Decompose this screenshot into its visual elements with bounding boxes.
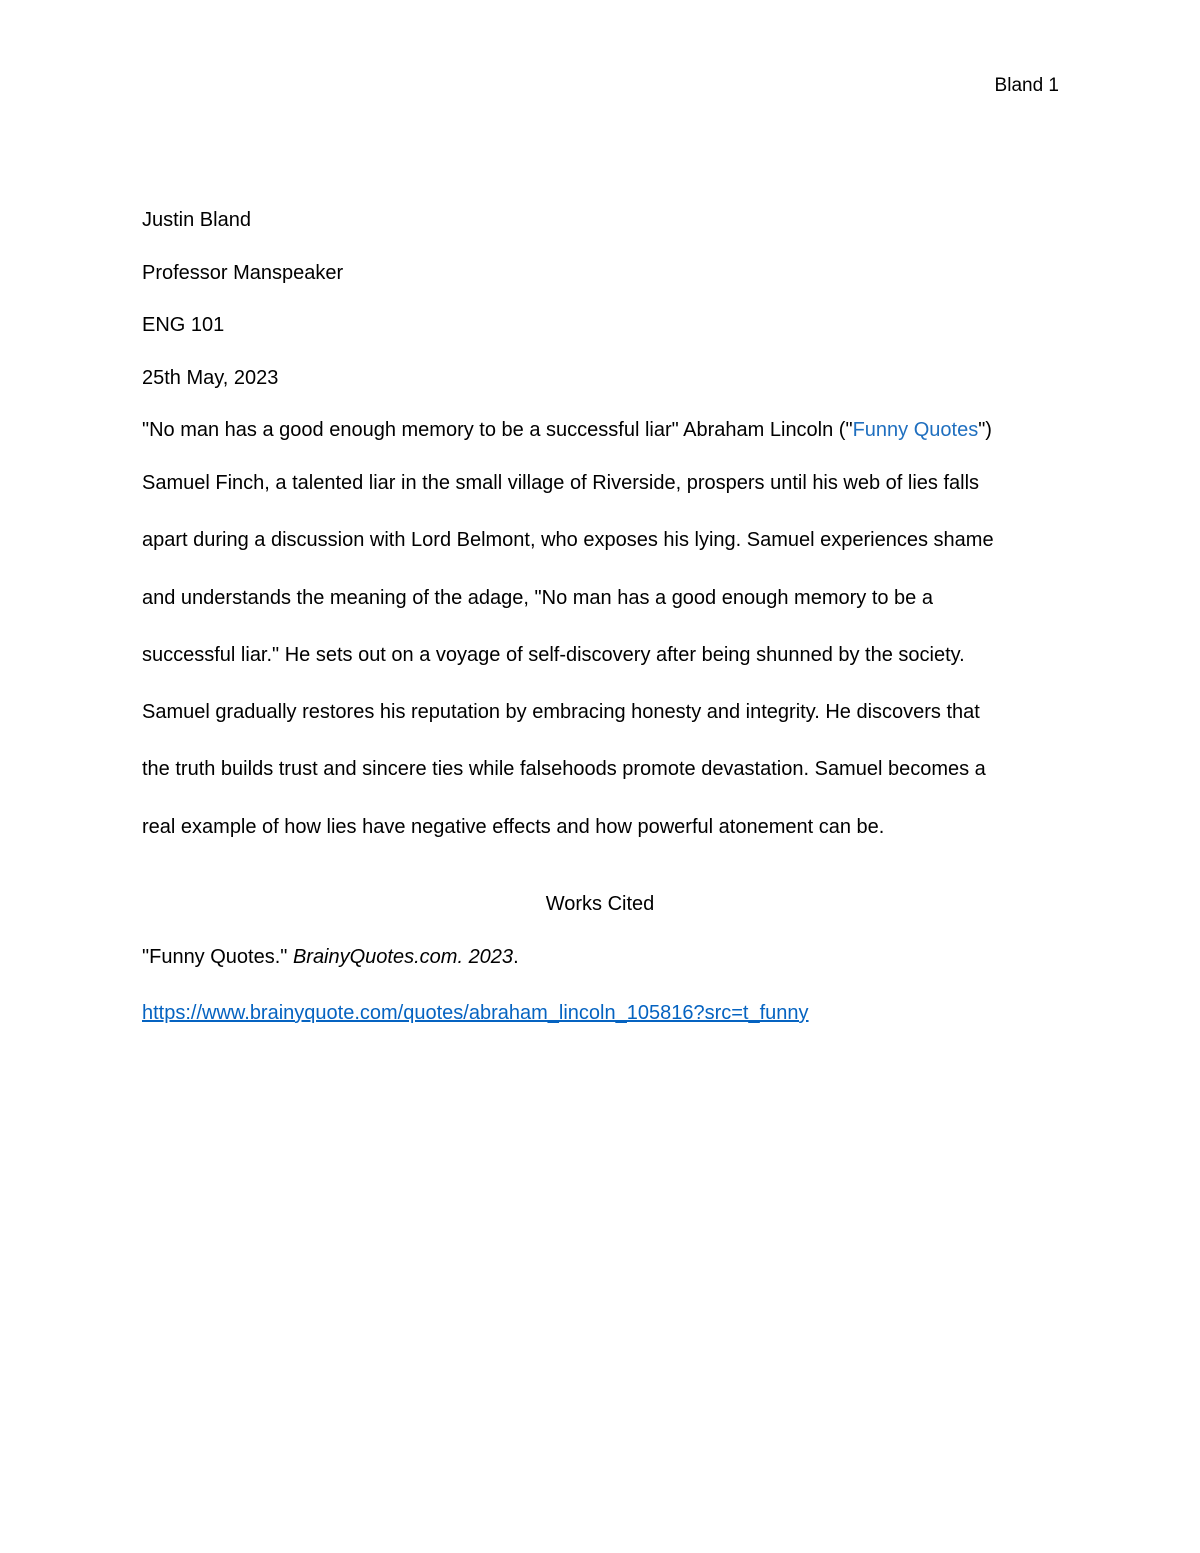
epigraph-quote: "No man has a good enough memory to be a successful liar" Abraham Lincoln (": [142, 419, 853, 441]
paragraph-line: successful liar." He sets out on a voyage of self-discovery after being shunned by the society.: [142, 643, 965, 666]
course-name: ENG 101: [142, 314, 225, 336]
paragraph-line: apart during a discussion with Lord Belmont, who exposes his lying. Samuel experiences shame: [142, 529, 994, 552]
paragraph-line: the truth builds trust and sincere ties while falsehoods promote devastation. Samuel becomes a: [142, 758, 986, 781]
paragraph-line: Samuel gradually restores his reputation by embracing honesty and integrity. He discovers that: [142, 701, 980, 724]
epigraph-line: [142, 416, 992, 444]
date: 25th May, 2023: [142, 366, 279, 389]
works-cited-entry: [142, 943, 519, 971]
entry-end: .: [513, 946, 519, 968]
epigraph-closing: "): [978, 419, 992, 441]
paragraph-line: real example of how lies have negative effects and how powerful atonement can be.: [142, 815, 885, 838]
running-head: Bland 1: [994, 75, 1059, 96]
student-name: Justin Bland: [142, 209, 251, 231]
mla-heading: [142, 206, 1062, 416]
professor-name: Professor Manspeaker: [142, 261, 344, 284]
epigraph-citation-link[interactable]: Funny Quotes: [852, 419, 979, 441]
entry-source: BrainyQuotes.com. 2023: [292, 946, 514, 968]
paragraph-line: Samuel Finch, a talented liar in the small village of Riverside, prospers until his web of lies falls: [142, 472, 980, 494]
entry-title: "Funny Quotes.": [142, 946, 293, 968]
paragraph-line: and understands the meaning of the adage, "No man has a good enough memory to be a: [142, 586, 933, 609]
citation-url-link[interactable]: https://www.brainyquote.com/quotes/abraham_lincoln_105816?src=t_funny: [142, 1002, 809, 1024]
body-paragraph: [142, 469, 1062, 870]
works-cited-heading: Works Cited: [545, 893, 655, 915]
